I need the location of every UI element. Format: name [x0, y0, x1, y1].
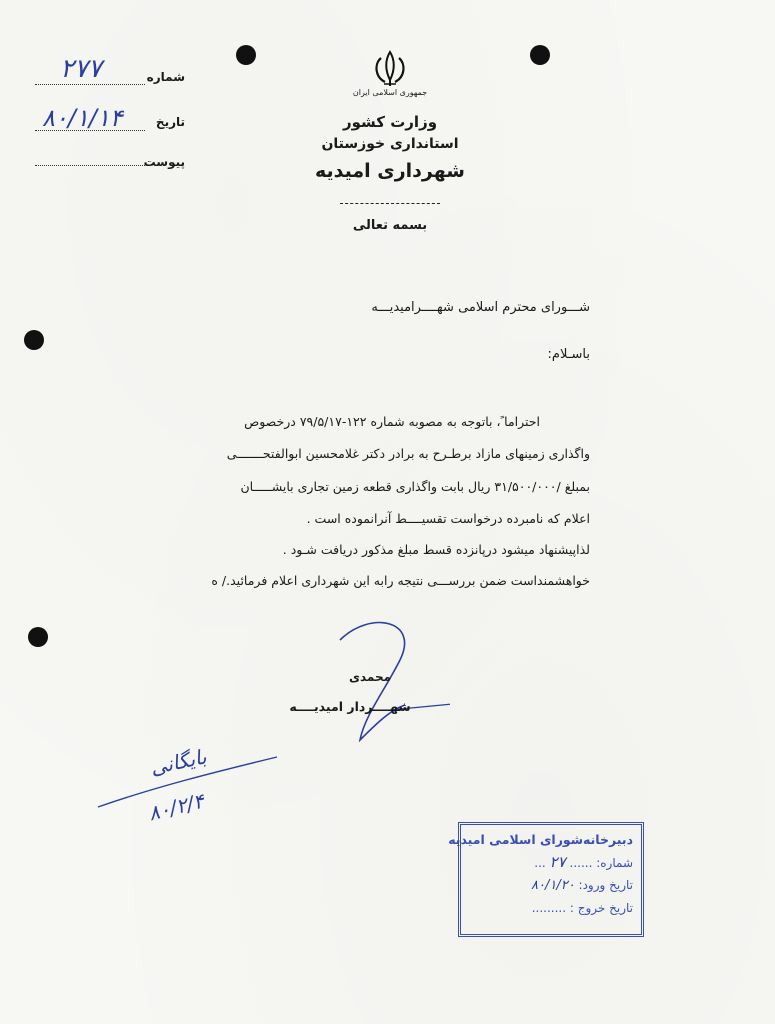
number-value: ۲۷۷	[60, 54, 102, 84]
date-label: تاریخ	[155, 115, 185, 129]
signature-scribble	[330, 615, 450, 755]
date-value: ۸۰/۱/۱۴	[42, 104, 123, 132]
body-line-2: واگذاری زمینهای مازاد برطـرح به برادر دکتر غلامحسین ابوالفتحـــــــی	[226, 446, 590, 461]
letterhead-divider	[340, 203, 440, 204]
emblem-caption: جمهوری اسلامی ایران	[352, 88, 428, 97]
handwritten-archive-note: بایگانی	[148, 744, 209, 780]
iran-emblem-icon	[368, 50, 412, 92]
signature-title: شهــــردار امیدیــــه	[289, 699, 411, 714]
attachment-label: پیوست	[143, 155, 185, 169]
punch-hole-mid	[24, 330, 44, 350]
greeting: باسـلام:	[547, 347, 590, 362]
stamp-exit-row	[469, 897, 633, 919]
stamp-exit-value: .........	[531, 901, 567, 915]
stamp-entry-label: تاریخ ورود:	[578, 878, 633, 892]
attachment-line	[35, 165, 145, 166]
recipient: شـــورای محترم اسلامی شهــــرامیدیـــه	[371, 300, 590, 315]
signature-name: محمدی	[348, 670, 392, 684]
stamp-entry-row	[469, 874, 633, 897]
number-line	[35, 84, 145, 85]
bismillah: بسمه تعالی	[352, 218, 428, 233]
council-secretariat-stamp	[448, 822, 644, 937]
governorate-name: استانداری خوزستان	[321, 136, 459, 152]
stamp-number-label: شماره:	[596, 856, 633, 870]
stamp-exit-label: تاریخ خروج :	[569, 901, 633, 915]
handwritten-archive-date: ۸۰/۲/۴	[145, 788, 207, 826]
punch-hole-top-left	[236, 45, 256, 65]
punch-hole-top-right	[530, 45, 550, 65]
body-line-5: لذاپیشنهاد میشود درپانزده قسط مبلغ مذکور دریافت شـود .	[282, 542, 590, 557]
number-label: شماره	[146, 70, 185, 84]
stamp-entry-value: ۸۰/۱/۲۰	[531, 878, 575, 893]
punch-hole-lower	[28, 627, 48, 647]
stamp-number-row: شماره: ...... ۲۷ ...	[534, 853, 633, 871]
body-line-1: احتراما ً، باتوجه به مصوبه شماره ۱۲۲-۷۹/۵/۱۷ درخصوص	[244, 414, 540, 429]
body-line-3: بمبلغ /۳۱/۵۰۰/۰۰۰ ریال بابت واگذاری قطعه زمین تجاری بایشـــــان	[240, 479, 590, 494]
body-line-4: اعلام که نامبرده درخواست تقسیــــط آنرانموده است .	[306, 511, 590, 526]
stamp-number-value: ۲۷	[549, 853, 566, 871]
stamp-title: دبیرخانه‌شورای اسلامی امیدیه	[448, 832, 633, 847]
body-line-6: خواهشمنداست ضمن بررســـی نتیجه رابه این شهرداری اعلام فرمائید./ ه	[211, 573, 590, 588]
municipality-name: شهرداری امیدیه	[315, 160, 465, 182]
ministry-name: وزارت کشور	[342, 113, 438, 131]
